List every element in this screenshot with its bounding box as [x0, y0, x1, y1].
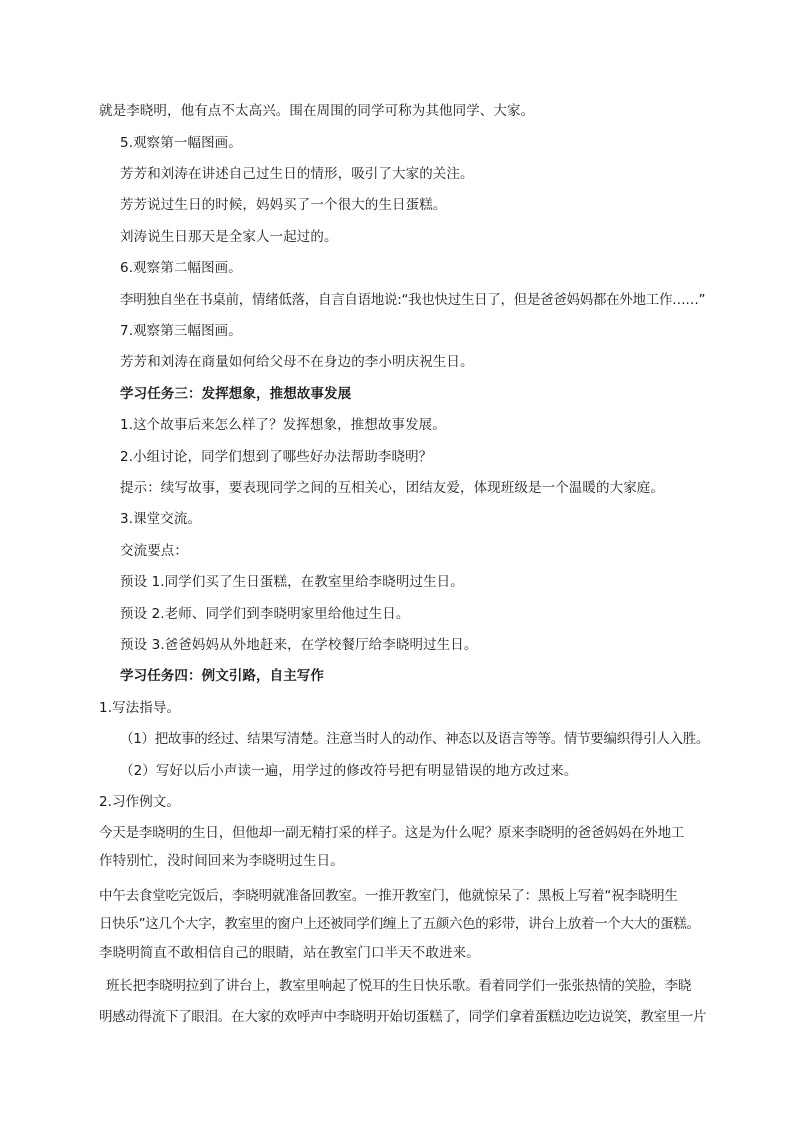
text-line-6: 6.观察第二幅图画。 [120, 260, 242, 276]
text-line-30: 明感动得流下了眼泪。在大家的欢呼声中李晓明开始切蛋糕了，同学们拿着蛋糕边吃边说笑，教室里一片 [99, 1009, 707, 1025]
text-line-29: 班长把李晓明拉到了讲台上，教室里响起了悦耳的生日快乐歌。看着同学们一张张热情的笑脸，李晓 [106, 978, 692, 994]
text-line-11: 1.这个故事后来怎么样了？发挥想象，推想故事发展。 [120, 417, 446, 433]
text-line-8: 7.观察第三幅图画。 [120, 323, 242, 339]
text-line-14: 3.课堂交流。 [120, 511, 202, 527]
text-line-15: 交流要点： [120, 543, 188, 559]
text-line-4: 芳芳说过生日的时候，妈妈买了一个很大的生日蛋糕。 [120, 197, 447, 213]
text-line-16: 预设 1.同学们买了生日蛋糕，在教室里给李晓明过生日。 [120, 574, 464, 590]
text-line-18: 预设 3.爸爸妈妈从外地赶来，在学校餐厅给李晓明过生日。 [120, 637, 478, 653]
text-line-3: 芳芳和刘涛在讲述自己过生日的情形，吸引了大家的关注。 [120, 166, 474, 182]
text-line-27: 日快乐”这几个大字，教室里的窗户上还被同学们缠上了五颜六色的彩带，讲台上放着一个大大的蛋糕。 [99, 916, 700, 932]
text-line-23: 2.习作例文。 [99, 794, 181, 810]
text-line-26: 中午去食堂吃完饭后，李晓明就准备回教室。一推开教室门，他就惊呆了：黑板上写着“祝李晓明生 [99, 888, 678, 904]
text-line-12: 2.小组讨论，同学们想到了哪些好办法帮助李晓明？ [120, 449, 433, 465]
text-line-7: 李明独自坐在书桌前，情绪低落，自言自语地说:“我也快过生日了，但是爸爸妈妈都在外地工作……” [120, 292, 706, 308]
text-line-24: 今天是李晓明的生日，但他却一副无精打采的样子。这是为什么呢？原来李晓明的爸爸妈妈在外地工 [99, 825, 685, 841]
text-line-17: 预设 2.老师、同学们到李晓明家里给他过生日。 [120, 606, 410, 622]
text-line-2: 5.观察第一幅图画。 [120, 135, 242, 151]
text-line-28: 李晓明简直不敢相信自己的眼睛，站在教室门口半天不敢进来。 [99, 945, 480, 961]
text-line-13: 提示：续写故事，要表现同学之间的互相关心，团结友爱，体现班级是一个温暖的大家庭。 [120, 480, 664, 496]
text-line-9: 芳芳和刘涛在商量如何给父母不在身边的李小明庆祝生日。 [120, 354, 474, 370]
text-line-22: （2）写好以后小声读一遍，用学过的修改符号把有明显错误的地方改过来。 [120, 763, 578, 779]
text-line-20: 1.写法指导。 [99, 700, 181, 716]
text-line-21: （1）把故事的经过、结果写清楚。注意当时人的动作、神态以及语言等等。情节要编织得引人入胜。 [120, 731, 710, 747]
section-heading-task3: 学习任务三：发挥想象，推想故事发展 [120, 386, 352, 402]
text-line-5: 刘涛说生日那天是全家人一起过的。 [120, 229, 338, 245]
text-line-1: 就是李晓明，他有点不太高兴。围在周围的同学可称为其他同学、大家。 [99, 103, 535, 119]
text-line-25: 作特别忙，没时间回来为李晓明过生日。 [99, 853, 344, 869]
section-heading-task4: 学习任务四：例文引路，自主写作 [120, 668, 324, 684]
